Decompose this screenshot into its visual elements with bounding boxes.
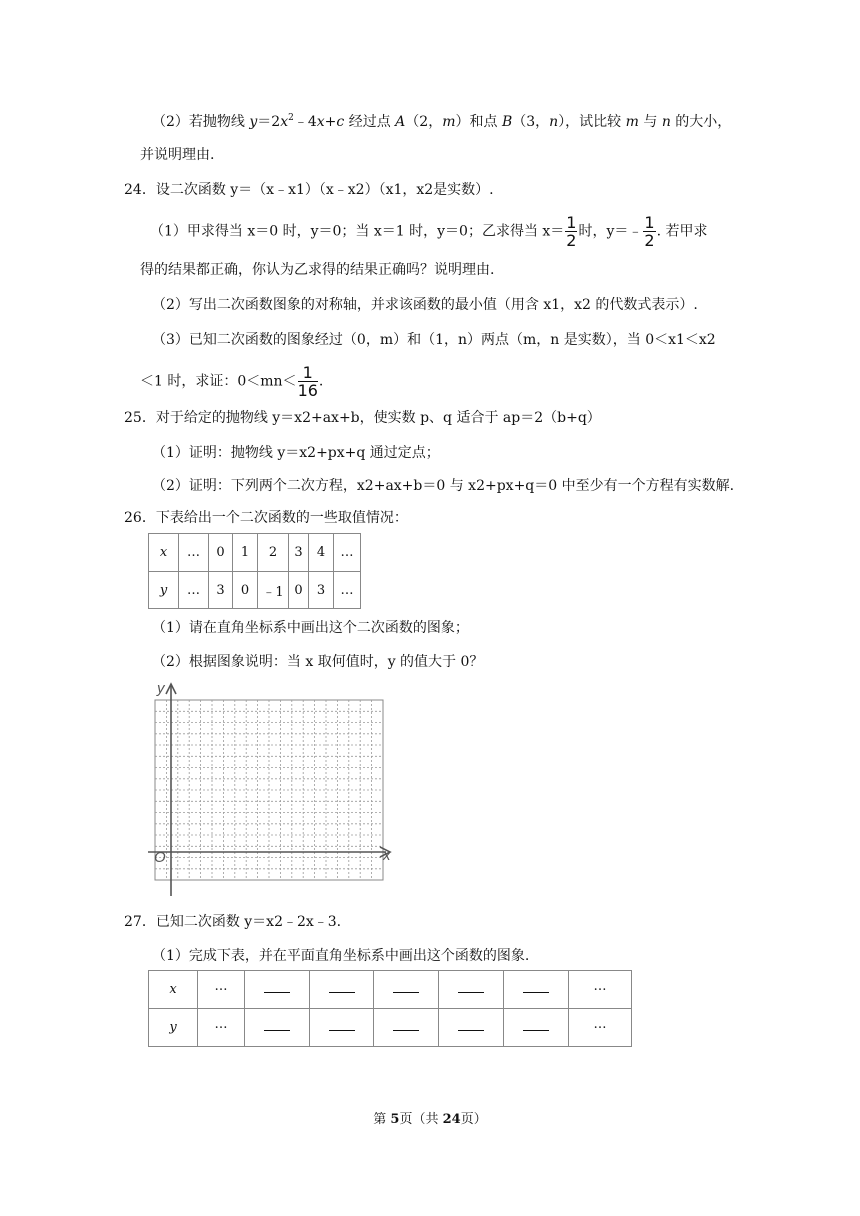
table-cell: …	[198, 971, 245, 1009]
text: . 若甲求	[656, 223, 708, 240]
numerator: 1	[644, 213, 655, 232]
q27-part1: （1）完成下表，并在平面直角坐标系中画出这个函数的图象.	[152, 948, 530, 964]
text: 经过点	[344, 114, 396, 130]
answer-blank-cell	[504, 1009, 569, 1047]
denominator: 2	[566, 231, 577, 250]
text: ﹣4	[293, 114, 317, 130]
table-row-y	[149, 1009, 632, 1047]
table-cell: 3	[289, 534, 309, 572]
table-cell: ﹣1	[258, 572, 289, 609]
table-cell: 3	[209, 572, 233, 609]
q25-part2: （2）证明：下列两个二次方程，x2+ax+b＝0 与 x2+px+q＝0 中至少有一个方程有实数解.	[152, 478, 735, 494]
table-cell: …	[569, 1009, 632, 1047]
numerator: 1	[566, 213, 577, 232]
table-cell: …	[334, 534, 361, 572]
q26-stem: 26．下表给出一个二次函数的一些取值情况：	[124, 510, 408, 526]
answer-blank-cell	[310, 1009, 374, 1047]
answer-blank[interactable]	[329, 982, 355, 993]
q24-part2: （2）写出二次函数图象的对称轴，并求该函数的最小值（用含 x1，x2 的代数式表示）.	[152, 297, 698, 313]
numerator: 1	[298, 365, 318, 382]
text: .	[318, 373, 324, 390]
coordinate-grid	[140, 676, 400, 896]
page-number: 5	[390, 1112, 400, 1127]
table-cell: …	[198, 1009, 245, 1047]
table-cell: 0	[233, 572, 258, 609]
text: 与	[638, 114, 662, 130]
q25-part1: （1）证明：抛物线 y＝x2+px+q 通过定点；	[152, 445, 440, 461]
grid-lines	[155, 700, 383, 880]
table-row-x	[149, 534, 361, 572]
q26-part2: （2）根据图象说明：当 x 取何值时，y 的值大于 0？	[152, 654, 484, 670]
footer-text: 第	[373, 1112, 391, 1127]
q23-part2-line1	[152, 112, 731, 132]
var: n	[549, 114, 559, 130]
table-cell: …	[569, 971, 632, 1009]
answer-blank[interactable]	[329, 1020, 355, 1031]
text: （3，	[512, 114, 550, 130]
fraction	[298, 365, 318, 398]
var: A	[395, 114, 406, 130]
answer-blank-cell	[374, 1009, 439, 1047]
fraction	[643, 215, 655, 248]
table-cell: 4	[309, 534, 334, 572]
text: ＜1 时，求证：0＜mn＜	[140, 373, 297, 390]
q27-value-table	[148, 970, 632, 1047]
y-axis-label: y	[157, 680, 165, 697]
answer-blank[interactable]	[393, 982, 419, 993]
var: m	[625, 114, 639, 130]
q26-part1: （1）请在直角坐标系中画出这个二次函数的图象；	[152, 620, 469, 636]
origin-label: O	[154, 849, 166, 866]
table-row-y	[149, 572, 361, 609]
answer-blank-cell	[504, 971, 569, 1009]
answer-blank-cell	[310, 971, 374, 1009]
var: B	[501, 114, 513, 130]
text: 时，y＝﹣	[578, 223, 643, 240]
text: （2，	[405, 114, 443, 130]
text: （2）若抛物线	[152, 114, 250, 130]
table-cell: x	[149, 534, 179, 572]
table-cell: …	[334, 572, 361, 609]
text: ），试比较	[558, 114, 626, 130]
q24-part3-line1: （3）已知二次函数的图象经过（0，m）和（1，n）两点（m，n 是实数），当 0＜x1＜x2	[152, 332, 716, 348]
answer-blank[interactable]	[264, 1020, 290, 1031]
q23-part2-line2: 并说明理由.	[140, 147, 215, 163]
answer-blank[interactable]	[523, 1020, 549, 1031]
footer-text: 页（共	[399, 1112, 443, 1127]
q24-part1-line1	[150, 215, 708, 248]
var: m	[442, 114, 456, 130]
var: y	[249, 114, 258, 130]
q24-part1-line2: 得的结果都正确，你认为乙求得的结果正确吗？说明理由.	[140, 262, 495, 278]
answer-blank-cell	[245, 1009, 310, 1047]
text: ＝2	[257, 114, 281, 130]
q24-stem: 24．设二次函数 y＝（x﹣x1）（x﹣x2）（x1，x2是实数）.	[124, 182, 494, 198]
text: ）和点	[455, 114, 502, 130]
var: c	[336, 114, 345, 130]
total-pages: 24	[442, 1112, 461, 1127]
answer-blank-cell	[439, 1009, 504, 1047]
answer-blank[interactable]	[523, 982, 549, 993]
table-cell: y	[149, 572, 179, 609]
denominator: 2	[644, 231, 655, 250]
table-cell: 1	[233, 534, 258, 572]
q25-stem: 25．对于给定的抛物线 y＝x2+ax+b，使实数 p、q 适合于 ap＝2（b+q）	[124, 410, 601, 426]
text: 的大小，	[670, 114, 732, 130]
answer-blank[interactable]	[264, 982, 290, 993]
answer-blank[interactable]	[393, 1020, 419, 1031]
table-row-x	[149, 971, 632, 1009]
text: +	[324, 114, 337, 130]
q24-part3-line2	[140, 365, 323, 398]
q26-value-table	[148, 533, 361, 609]
table-cell: 0	[289, 572, 309, 609]
table-cell: …	[179, 534, 209, 572]
exponent: 2	[288, 113, 294, 123]
var: n	[661, 114, 671, 130]
table-cell: …	[179, 572, 209, 609]
table-cell: 0	[209, 534, 233, 572]
answer-blank[interactable]	[458, 1020, 484, 1031]
page-footer	[0, 1108, 860, 1127]
answer-blank-cell	[439, 971, 504, 1009]
x-axis-label: x	[383, 847, 391, 864]
var: x	[316, 114, 325, 130]
answer-blank[interactable]	[458, 982, 484, 993]
table-cell: 3	[309, 572, 334, 609]
table-cell: y	[149, 1009, 198, 1047]
fraction	[565, 215, 577, 248]
var: x	[280, 114, 289, 130]
table-cell: x	[149, 971, 198, 1009]
footer-text: 页）	[460, 1112, 487, 1127]
denominator: 16	[297, 381, 318, 400]
table-cell: 2	[258, 534, 289, 572]
q27-stem: 27．已知二次函数 y＝x2﹣2x﹣3.	[124, 914, 342, 930]
answer-blank-cell	[374, 971, 439, 1009]
answer-blank-cell	[245, 971, 310, 1009]
text: （1）甲求得当 x＝0 时，y＝0；当 x＝1 时，y＝0；乙求得当 x＝	[150, 223, 565, 240]
